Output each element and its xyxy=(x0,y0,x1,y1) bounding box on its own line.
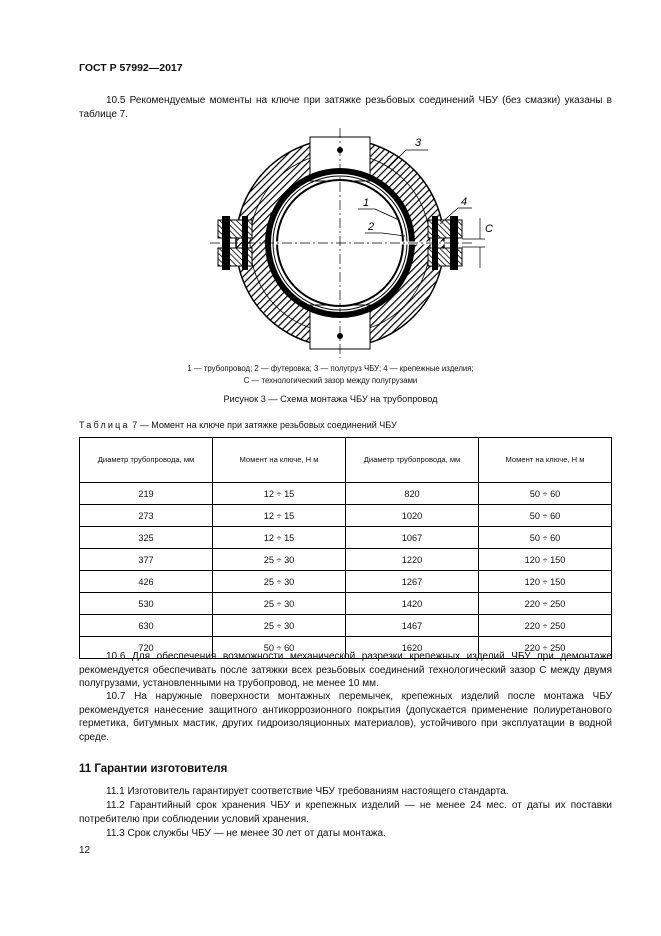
table-cell: 1267 xyxy=(346,571,479,593)
paragraph-10-6: 10.6 Для обеспечения возможности механической разрезки крепежных изделий ЧБУ при демонтаже рекомендуется обеспечивать после затяжки всех резьбовых соединений технологический зазор С между двумя полугрузами, установленными на трубопровод, не менее 10 мм. xyxy=(79,651,612,689)
table-header-row xyxy=(80,438,612,483)
table-cell: 50 ÷ 60 xyxy=(213,637,346,659)
table-cell: 1220 xyxy=(346,549,479,571)
table-cell: 1420 xyxy=(346,593,479,615)
section-11-title: 11 Гарантии изготовителя xyxy=(79,763,228,775)
table-caption xyxy=(79,420,397,430)
label-2: 2 xyxy=(368,221,375,233)
table-cell: 325 xyxy=(80,527,213,549)
table-cell: 530 xyxy=(80,593,213,615)
table-cell: 12 ÷ 15 xyxy=(213,527,346,549)
table-caption-prefix: Таблица xyxy=(79,420,130,430)
document-header: ГОСТ Р 57992—2017 xyxy=(79,62,183,74)
table-caption-text: 7 — Момент на ключе при затяжке резьбовых соединений ЧБУ xyxy=(132,420,397,430)
header-diameter-1: Диаметр трубопровода, мм xyxy=(80,438,213,483)
table-row xyxy=(80,527,612,549)
paragraph-11-3: 11.3 Срок службы ЧБУ — не менее 30 лет от даты монтажа. xyxy=(106,828,386,839)
paragraph-11-2: 11.2 Гарантийный срок хранения ЧБУ и крепежных изделий — не менее 24 мес. от даты их поставки потребителю при соблюдении условий хранения. xyxy=(79,800,612,825)
table-cell: 50 ÷ 60 xyxy=(479,505,612,527)
table-cell: 219 xyxy=(80,483,213,505)
table-cell: 377 xyxy=(80,549,213,571)
paragraph-10-7: 10.7 На наружные поверхности монтажных перемычек, крепежных изделий после монтажа ЧБУ рекомендуется нанесение защитного антикоррозионного покрытия (допускается применение полиуретанового герметика, битумных мастик, других гидроизоляционных материалов), устойчивого при эксплуатации в водной среде. xyxy=(79,691,612,743)
label-1: 1 xyxy=(363,197,370,209)
table-cell: 720 xyxy=(80,637,213,659)
table-row xyxy=(80,483,612,505)
table-cell: 273 xyxy=(80,505,213,527)
figure-title: Рисунок 3 — Схема монтажа ЧБУ на трубопровод xyxy=(223,394,438,404)
page-number: 12 xyxy=(79,845,91,856)
paragraph-11-1: 11.1 Изготовитель гарантирует соответствие ЧБУ требованиям настоящего стандарта. xyxy=(106,786,509,797)
table-cell: 25 ÷ 30 xyxy=(213,615,346,637)
table-cell: 12 ÷ 15 xyxy=(213,483,346,505)
figure-3-diagram xyxy=(200,128,500,358)
figure-legend-line-1: 1 — трубопровод; 2 — футеровка; 3 — полугруз ЧБУ; 4 — крепежные изделия; xyxy=(187,364,474,373)
table-cell: 426 xyxy=(80,571,213,593)
paragraph-10-5: 10.5 Рекомендуемые моменты на ключе при затяжке резьбовых соединений ЧБУ (без смазки) указаны в таблице 7. xyxy=(79,95,612,120)
table-row xyxy=(80,571,612,593)
table-cell: 220 ÷ 250 xyxy=(479,637,612,659)
table-cell: 820 xyxy=(346,483,479,505)
table-cell: 25 ÷ 30 xyxy=(213,593,346,615)
table-cell: 1020 xyxy=(346,505,479,527)
table-row xyxy=(80,593,612,615)
header-torque-1: Момент на ключе, Н м xyxy=(213,438,346,483)
table-cell: 25 ÷ 30 xyxy=(213,571,346,593)
header-diameter-2: Диаметр трубопровода, мм xyxy=(346,438,479,483)
table-cell: 220 ÷ 250 xyxy=(479,615,612,637)
table-cell: 1067 xyxy=(346,527,479,549)
table-cell: 120 ÷ 150 xyxy=(479,549,612,571)
figure-legend-line-2: С — технологический зазор между полугрузами xyxy=(243,376,418,385)
table-cell: 50 ÷ 60 xyxy=(479,483,612,505)
table-cell: 220 ÷ 250 xyxy=(479,593,612,615)
table-row xyxy=(80,505,612,527)
header-torque-2: Момент на ключе, Н м xyxy=(479,438,612,483)
table-cell: 50 ÷ 60 xyxy=(479,527,612,549)
table-cell: 12 ÷ 15 xyxy=(213,505,346,527)
label-4: 4 xyxy=(461,196,468,208)
table-cell: 1620 xyxy=(346,637,479,659)
table-cell: 120 ÷ 150 xyxy=(479,571,612,593)
table-cell: 25 ÷ 30 xyxy=(213,549,346,571)
label-c: C xyxy=(485,223,493,235)
torque-table xyxy=(79,437,612,659)
table-cell: 1467 xyxy=(346,615,479,637)
table-cell: 630 xyxy=(80,615,213,637)
label-3: 3 xyxy=(415,137,422,149)
table-row xyxy=(80,615,612,637)
table-row xyxy=(80,549,612,571)
